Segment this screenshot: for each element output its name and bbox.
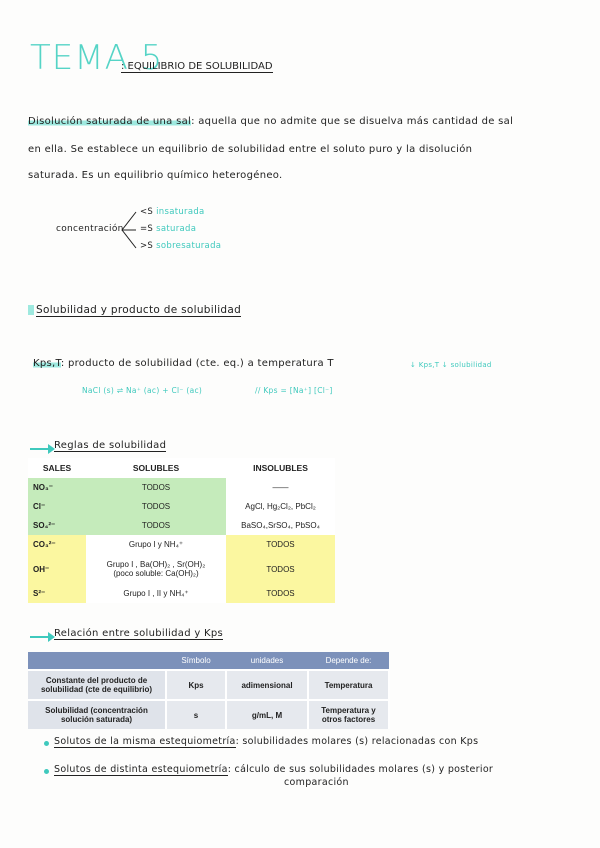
col-header-depends: Depende de: [308, 652, 389, 670]
col-header-solubles: SOLUBLES [86, 458, 226, 478]
solubles-line-2: (poco soluble: Ca(OH)₂) [113, 569, 199, 578]
table-row [28, 497, 335, 516]
symbol-cell: s [166, 700, 226, 729]
table-row [28, 584, 335, 603]
section1-title: Solubilidad y producto de solubilidad [36, 304, 242, 316]
table-header-row [28, 652, 389, 670]
definition-term: Disolución saturada de una sal [28, 116, 192, 127]
sal-cell: Cl⁻ [28, 497, 86, 516]
relation-title: Relación entre solubilidad y Kps [54, 628, 224, 639]
insolubles-cell: TODOS [226, 584, 335, 603]
sal-cell: OH⁻ [28, 554, 86, 584]
units-cell: adimensional [226, 670, 308, 700]
insolubles-cell: TODOS [226, 535, 335, 554]
rules-arrow [30, 448, 50, 450]
bullet-term: Solutos de la misma estequiometría [54, 736, 236, 747]
solubles-cell: TODOS [86, 478, 226, 497]
bullet-text: : cálculo de sus solubilidades molares (s) y posterior [227, 764, 494, 775]
sal-cell: CO₃²⁻ [28, 535, 86, 554]
col-header-units: unidades [226, 652, 308, 670]
table-row [28, 516, 335, 535]
solubles-cell: TODOS [86, 516, 226, 535]
definition-line-3: saturada. Es un equilibrio químico heterogéneo. [28, 170, 283, 181]
table-row [28, 700, 389, 729]
depends-cell: Temperatura [308, 670, 389, 700]
bullet-dot [44, 769, 49, 774]
col-header-insolubles: INSOLUBLES [226, 458, 335, 478]
property-cell: Solubilidad (concentración solución saturada) [28, 700, 166, 729]
insolubles-cell: AgCl, Hg₂Cl₂, PbCl₂ [226, 497, 335, 516]
table-row [28, 670, 389, 700]
insolubles-cell: TODOS [226, 554, 335, 584]
rules-title: Reglas de solubilidad [54, 440, 167, 451]
table-row [28, 535, 335, 554]
bullet-item-2 [54, 764, 493, 775]
solubles-cell: Grupo I y NH₄⁺ [86, 535, 226, 554]
kps-symbol: Kps,T [33, 358, 61, 369]
col-header-blank [28, 652, 166, 670]
concentration-label: concentración [56, 224, 124, 234]
bullet-item-1 [54, 736, 478, 747]
bullet-item-2-cont: comparación [284, 777, 349, 788]
col-header-symbol: Símbolo [166, 652, 226, 670]
page-title: TEMA 5 [30, 38, 164, 78]
kps-line [33, 358, 334, 369]
kps-definition: : producto de solubilidad (cte. eq.) a temperatura T [60, 358, 334, 369]
property-cell: Constante del producto de solubilidad (cte de equilibrio) [28, 670, 166, 700]
concentration-item-3: >S sobresaturada [140, 241, 222, 251]
solubles-cell [86, 554, 226, 584]
insolubles-cell: BaSO₄,SrSO₄, PbSO₄ [226, 516, 335, 535]
solubility-rules-table [28, 458, 335, 603]
definition-line-2: en ella. Se establece un equilibrio de solubilidad entre el soluto puro y la disolución [28, 144, 473, 155]
sal-cell: SO₄²⁻ [28, 516, 86, 535]
sal-cell: NO₃⁻ [28, 478, 86, 497]
symbol-cell: Kps [166, 670, 226, 700]
section1-marker [28, 305, 34, 315]
bullet-dot [44, 741, 49, 746]
concentration-item-2: =S saturada [140, 224, 197, 234]
solubles-cell: TODOS [86, 497, 226, 516]
relation-table [28, 652, 390, 729]
kps-note: ↓ Kps,T ↓ solubilidad [410, 361, 492, 369]
definition-text-1: : aquella que no admite que se disuelva más cantidad de sal [191, 116, 514, 127]
table-row [28, 554, 335, 584]
page-subtitle: : EQUILIBRIO DE SOLUBILIDAD [121, 61, 273, 72]
col-header-sales: SALES [28, 458, 86, 478]
kps-expression: // Kps = [Na⁺] [Cl⁻] [255, 386, 333, 395]
concentration-item-1: <S insaturada [140, 207, 205, 217]
depends-cell: Temperatura y otros factores [308, 700, 389, 729]
solubles-cell: Grupo I , II y NH₄⁺ [86, 584, 226, 603]
table-row [28, 478, 335, 497]
definition-line-1 [28, 116, 513, 127]
units-cell: g/mL, M [226, 700, 308, 729]
bullet-text: : solubilidades molares (s) relacionadas con Kps [235, 736, 479, 747]
table-header-row [28, 458, 335, 478]
bullet-term: Solutos de distinta estequiometría [54, 764, 228, 775]
solubles-line-1: Grupo I , Ba(OH)₂ , Sr(OH)₂ [106, 560, 206, 569]
sal-cell: S²⁻ [28, 584, 86, 603]
relation-arrow [30, 636, 50, 638]
insolubles-cell: —— [226, 478, 335, 497]
kps-reaction: NaCl (s) ⇌ Na⁺ (ac) + Cl⁻ (ac) [82, 386, 203, 395]
